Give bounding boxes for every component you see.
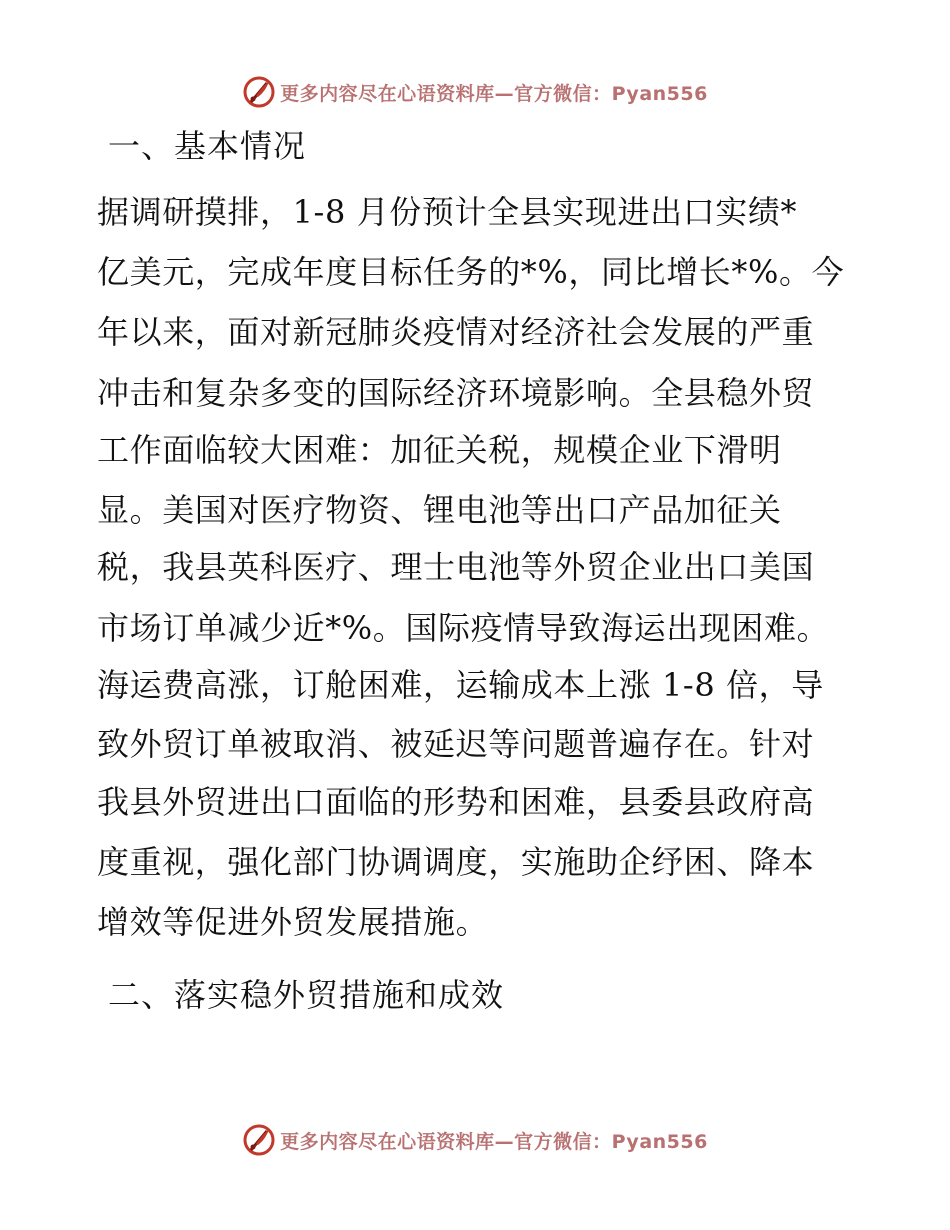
paragraph-line: 致外贸订单被取消、被延迟等问题普遍存在。针对 — [97, 725, 815, 763]
paragraph-line: 据调研摸排，1-8 月份预计全县实现进出口实绩* — [97, 193, 798, 231]
watermark-banner-top — [0, 72, 950, 112]
section-heading-measures: 二、落实稳外贸措施和成效 — [108, 976, 505, 1014]
watermark-banner-bottom — [0, 1120, 950, 1160]
paragraph-line: 亿美元，完成年度目标任务的*%，同比增长*%。今 — [97, 253, 845, 291]
feather-logo-icon — [242, 1123, 276, 1157]
paragraph-line: 我县外贸进出口面临的形势和困难，县委县政府高 — [97, 783, 815, 821]
paragraph-line: 工作面临较大困难：加征关税，规模企业下滑明 — [97, 431, 782, 469]
watermark-text: 更多内容尽在心语资料库—官方微信：Pyan556 — [280, 1130, 708, 1153]
paragraph-line: 显。美国对医疗物资、锂电池等出口产品加征关 — [97, 491, 782, 529]
paragraph-line: 度重视，强化部门协调调度，实施助企纾困、降本 — [97, 843, 815, 881]
paragraph-line: 税，我县英科医疗、理士电池等外贸企业出口美国 — [97, 548, 815, 586]
watermark-text: 更多内容尽在心语资料库—官方微信：Pyan556 — [280, 82, 708, 105]
feather-logo-icon — [242, 75, 276, 109]
section-heading-basic-situation: 一、基本情况 — [108, 127, 307, 165]
paragraph-line: 市场订单减少近*%。国际疫情导致海运出现困难。 — [97, 609, 830, 647]
paragraph-line: 海运费高涨，订舱困难，运输成本上涨 1-8 倍，导 — [97, 666, 824, 704]
paragraph-line: 增效等促进外贸发展措施。 — [97, 903, 489, 941]
paragraph-line: 冲击和复杂多变的国际经济环境影响。全县稳外贸 — [97, 374, 815, 412]
paragraph-line: 年以来，面对新冠肺炎疫情对经济社会发展的严重 — [97, 313, 815, 351]
